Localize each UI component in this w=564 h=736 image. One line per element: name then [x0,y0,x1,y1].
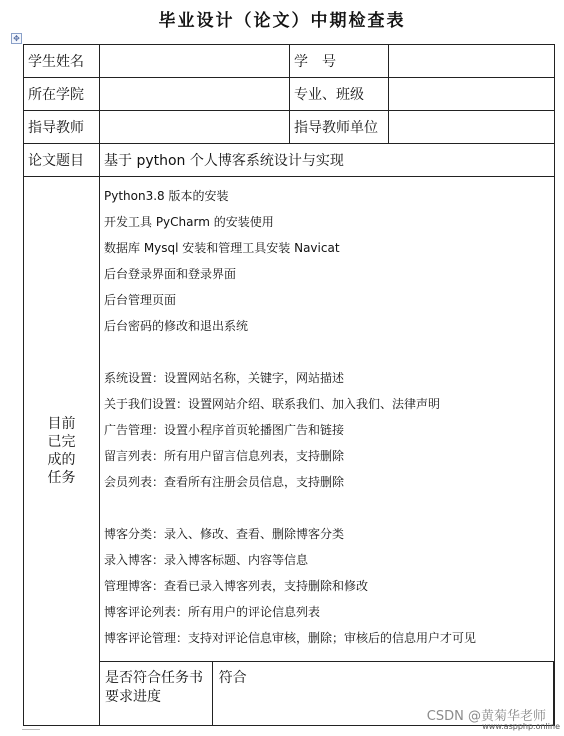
completed-tasks-label [24,177,100,726]
completed-tasks-label-line: 成的 [47,452,76,468]
form-row-college [24,78,555,111]
form-row-student [24,45,555,78]
form-row-topic [24,144,555,177]
form-row-advisor [24,111,555,144]
topic-label: 论文题目 [24,144,100,177]
csdn-watermark: CSDN @黄菊华老师 [426,709,546,724]
task-item: 后台登录界面和登录界面 [104,267,237,281]
task-item: 数据库 Mysql 安装和管理工具安装 Navicat [104,241,340,255]
task-item: 博客分类：录入、修改、查看、删除博客分类 [104,527,345,541]
progress-label: 是否符合任务书要求进度 [100,662,212,725]
advisor-label: 指导教师 [24,111,100,144]
completed-tasks-label-line: 已完 [47,434,76,450]
college-label: 所在学院 [24,78,100,111]
task-item: 开发工具 PyCharm 的安装使用 [104,215,274,229]
paragraph-gap [104,339,554,365]
advisor-unit-label: 指导教师单位 [290,111,389,144]
student-name-field[interactable] [100,45,290,78]
task-item: Python3.8 版本的安装 [104,189,229,203]
completed-tasks-label-line: 目前 [47,416,76,432]
site-watermark: www.aspphp.online [482,722,560,731]
major-class-field[interactable] [389,78,555,111]
table-move-handle-icon[interactable]: ✥ [11,33,22,44]
task-item: 广告管理：设置小程序首页轮播图广告和链接 [104,423,345,437]
completed-tasks-label-line: 任务 [47,470,76,486]
task-item: 管理博客：查看已录入博客列表，支持删除和修改 [104,579,369,593]
form-row-completed-tasks [24,177,555,726]
task-item: 博客评论列表：所有用户的评论信息列表 [104,605,321,619]
midterm-check-form [23,44,555,726]
student-name-label: 学生姓名 [24,45,100,78]
task-item: 博客评论管理：支持对评论信息审核，删除；审核后的信息用户才可见 [104,631,477,645]
task-item: 后台管理页面 [104,293,177,307]
advisor-field[interactable] [100,111,290,144]
student-id-field[interactable] [389,45,555,78]
task-item: 会员列表：查看所有注册会员信息，支持删除 [104,475,345,489]
task-item: 留言列表：所有用户留言信息列表，支持删除 [104,449,345,463]
topic-field[interactable]: 基于 python 个人博客系统设计与实现 [100,144,555,177]
document-title: 毕业设计（论文）中期检查表 [158,11,406,31]
progress-field[interactable]: 符合 [212,662,553,725]
task-item: 关于我们设置：设置网站介绍、联系我们、加入我们、法律声明 [104,397,441,411]
task-item: 录入博客：录入博客标题、内容等信息 [104,553,309,567]
college-field[interactable] [100,78,290,111]
major-class-label: 专业、班级 [290,78,389,111]
completed-tasks-content[interactable] [100,177,555,726]
paragraph-gap [104,495,554,521]
student-id-label: 学 号 [290,45,389,78]
task-item: 系统设置：设置网站名称，关键字，网站描述 [104,371,345,385]
advisor-unit-field[interactable] [389,111,555,144]
task-item: 后台密码的修改和退出系统 [104,319,249,333]
